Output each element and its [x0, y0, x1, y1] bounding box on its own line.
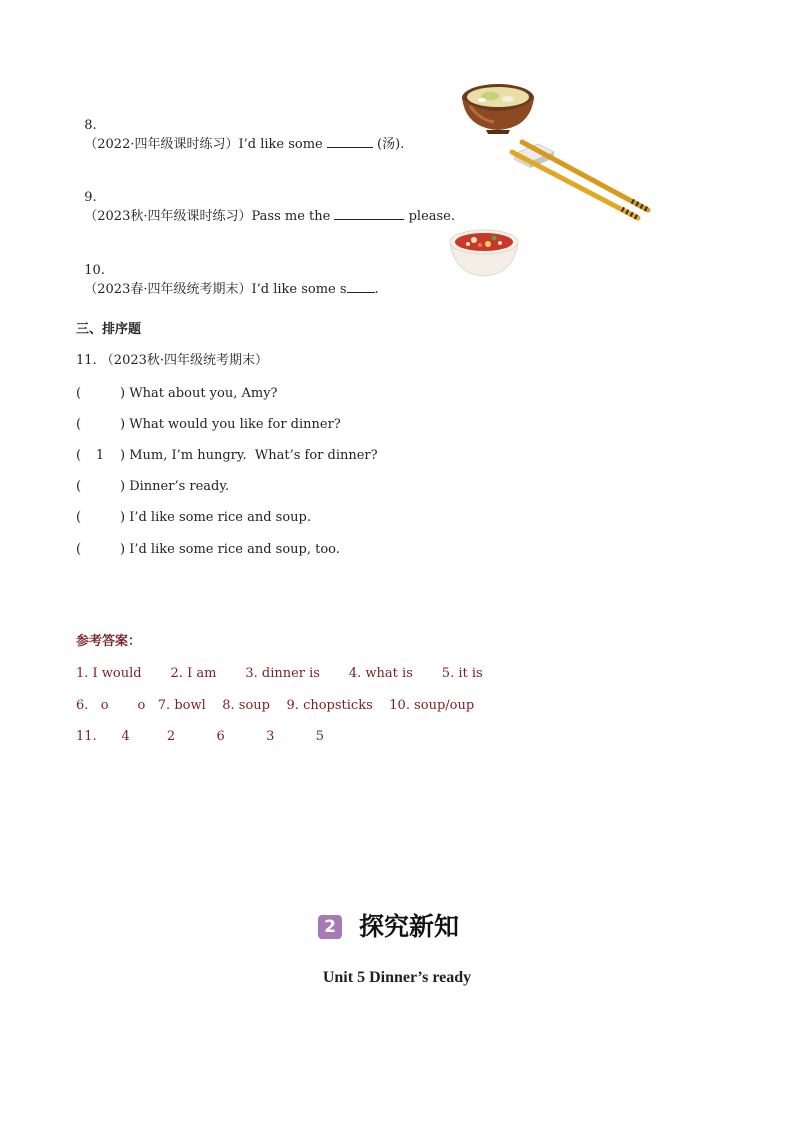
- open-paren: (: [76, 510, 82, 525]
- answers-line-1: 1. I would 2. I am 3. dinner is 4. what is 5. it is: [76, 666, 483, 681]
- item-text: ) What would you like for dinner?: [120, 417, 341, 432]
- item-text: ) Mum, I’m hungry. What’s for dinner?: [120, 448, 378, 463]
- section-title: 三、排序题: [76, 322, 142, 337]
- question-text-end: .: [374, 282, 379, 297]
- tomato-soup-image: [448, 226, 520, 282]
- item-text: ) I’d like some rice and soup, too.: [120, 542, 340, 557]
- section-banner-title: 探究新知: [359, 912, 460, 941]
- open-paren: (: [76, 542, 82, 557]
- question-text: Pass me the: [251, 209, 335, 224]
- question-text-end: please.: [404, 209, 456, 224]
- item-text: ) I’d like some rice and soup.: [120, 510, 311, 525]
- question-number: 8.: [84, 118, 97, 133]
- question-text: I’d like some: [238, 137, 327, 152]
- question-source: （2023秋·四年级课时练习）: [84, 209, 252, 224]
- question-8: [76, 99, 404, 154]
- answers-line-3: 11. 4 2 6 3 5: [76, 729, 324, 744]
- question-9: [76, 171, 455, 226]
- open-paren: (: [76, 479, 82, 494]
- open-paren: (: [76, 417, 82, 432]
- item-text: ) Dinner’s ready.: [120, 479, 230, 494]
- question-text-end: (汤).: [372, 137, 405, 152]
- question-11-header: 11. （2023秋·四年级统考期末）: [76, 353, 269, 368]
- question-10: [76, 244, 379, 299]
- question-number: 9.: [84, 190, 97, 205]
- question-number: 10.: [84, 263, 105, 278]
- answer-blank[interactable]: [327, 135, 373, 148]
- order-mark[interactable]: 1: [95, 448, 105, 463]
- chopsticks-image: [508, 138, 653, 226]
- question-source: （2023春·四年级统考期末）: [84, 282, 252, 297]
- answers-line-2: 6. o o 7. bowl 8. soup 9. chopsticks 10. soup/oup: [76, 698, 475, 713]
- section-number-badge: 2: [318, 915, 342, 939]
- soup-bowl-image: [460, 78, 536, 140]
- open-paren: (: [76, 448, 82, 463]
- question-text: I’d like some s: [251, 282, 347, 297]
- question-source: （2022·四年级课时练习）: [84, 137, 239, 152]
- answers-title: 参考答案：: [76, 634, 142, 649]
- open-paren: (: [76, 386, 82, 401]
- answer-blank[interactable]: [334, 207, 404, 220]
- unit-title: Unit 5 Dinner’s ready: [322, 969, 472, 986]
- item-text: ) What about you, Amy?: [120, 386, 278, 401]
- answer-blank[interactable]: [347, 280, 375, 293]
